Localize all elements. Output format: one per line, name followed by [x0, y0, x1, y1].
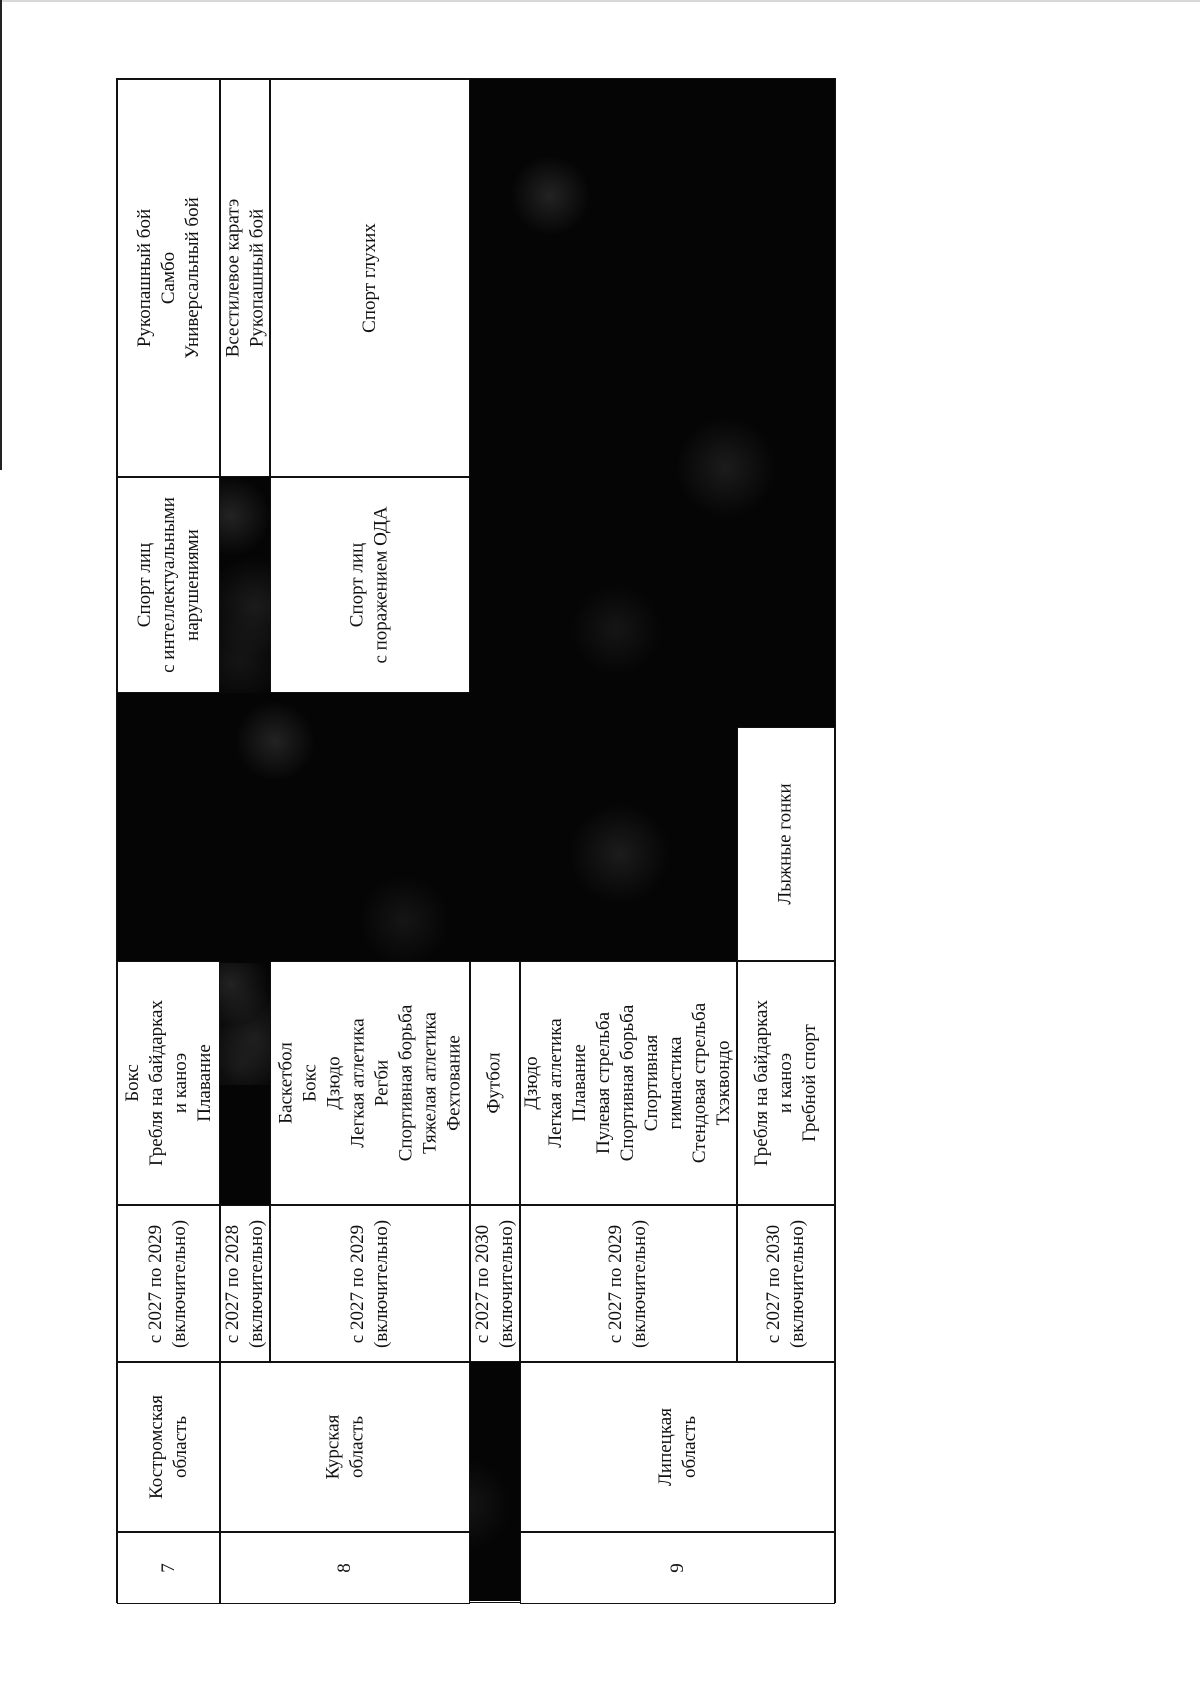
region-name: Липецкая: [654, 1408, 676, 1486]
row-number-cell: [520, 1532, 835, 1604]
sport-name: с интеллектуальными: [157, 497, 179, 673]
period-text: с 2027 по 2029: [605, 1224, 627, 1343]
redacted-block: [470, 79, 835, 727]
sport-name: и каноэ: [169, 1052, 191, 1114]
row-number-cell: [117, 1532, 220, 1604]
period-text: (включительно): [169, 1219, 191, 1348]
period-cell: [270, 1205, 470, 1362]
period-text: с 2027 по 2029: [347, 1224, 368, 1343]
row-number: 8: [334, 1563, 355, 1573]
region-cell: [220, 1362, 470, 1532]
period-cell: [470, 1205, 520, 1362]
region-name: область: [345, 1415, 367, 1479]
olympic-sports-cell: [520, 961, 737, 1205]
period-cell: [520, 1205, 737, 1362]
scan-edge: [0, 0, 2, 470]
region-name: Костромская: [145, 1395, 167, 1499]
period-text: с 2027 по 2030: [472, 1224, 493, 1343]
sport-name: с поражением ОДА: [371, 506, 392, 664]
sport-name: Плавание: [193, 1044, 215, 1122]
sport-name: Самбо: [157, 251, 179, 305]
row-number-cell: [220, 1532, 470, 1604]
sport-name: Стендовая стрельба: [689, 1002, 711, 1164]
period-text: (включительно): [496, 1219, 517, 1348]
sport-name: и каноэ: [775, 1052, 797, 1114]
period-cell: [220, 1205, 270, 1362]
sport-name: Дзюдо: [521, 1056, 543, 1110]
period-cell: [737, 1205, 835, 1362]
sport-name: Спорт глухих: [359, 223, 380, 333]
sport-name: Бокс: [299, 1064, 320, 1102]
period-text: с 2027 по 2030: [763, 1224, 784, 1343]
sport-name: Спортивная борьба: [395, 1004, 416, 1162]
period-text: (включительно): [371, 1219, 392, 1348]
period-text: (включительно): [629, 1219, 651, 1348]
sport-name: нарушениями: [181, 529, 203, 641]
sport-name: Гребля на байдарках: [145, 1000, 167, 1166]
paralympic-sports-cell: [270, 477, 470, 693]
sport-name: Спортивная борьба: [617, 1004, 639, 1162]
sport-name: Спорт лиц: [347, 542, 368, 628]
sport-name: гимнастика: [665, 1036, 687, 1130]
period-text: (включительно): [787, 1219, 808, 1348]
sport-name: Дзюдо: [323, 1056, 344, 1110]
redacted-block: [117, 693, 835, 961]
period-text: (включительно): [246, 1219, 267, 1348]
sports-table: [116, 78, 836, 1603]
sport-name: Легкая атлетика: [545, 1018, 567, 1148]
sport-name: Тхэквондо: [713, 1040, 735, 1126]
row-number: 9: [666, 1563, 688, 1573]
region-cell: [117, 1362, 220, 1532]
sport-name: Бокс: [121, 1064, 143, 1102]
period-text: с 2027 по 2028: [222, 1224, 243, 1343]
olympic-sports-cell: [737, 961, 835, 1205]
deaf-sports-cell: [270, 79, 470, 477]
region-cell: [520, 1362, 835, 1532]
sport-name: Лыжные гонки: [775, 783, 797, 905]
sport-name: Всестилевое каратэ: [222, 198, 244, 358]
sport-name: Гребля на байдарках: [751, 1000, 773, 1166]
redacted-block: [220, 477, 270, 693]
region-name: область: [169, 1415, 191, 1479]
olympic-sports-cell: [117, 961, 220, 1205]
nonolympic-sports-cell: [117, 79, 220, 477]
scan-edge: [0, 0, 1200, 2]
sport-name: Баскетбол: [275, 1042, 296, 1124]
region-name: область: [678, 1415, 700, 1479]
sport-name: Гребной спорт: [799, 1024, 821, 1142]
sport-name: Рукопашный бой: [133, 208, 155, 348]
region-name: Курская: [321, 1414, 343, 1480]
sport-name: Плавание: [569, 1044, 591, 1122]
sport-name: Рукопашный бой: [246, 208, 268, 348]
period-text: с 2027 по 2029: [145, 1224, 167, 1343]
sport-name: Футбол: [484, 1052, 505, 1114]
winter-sports-cell: [737, 727, 835, 961]
sport-name: Универсальный бой: [181, 197, 203, 359]
olympic-sports-cell: [470, 961, 520, 1205]
nonolympic-sports-cell: [220, 79, 270, 477]
sport-name: Фехтование: [443, 1035, 464, 1131]
sport-name: Регби: [371, 1059, 392, 1107]
olympic-sports-cell: [270, 961, 470, 1205]
sport-name: Спортивная: [641, 1034, 663, 1132]
row-number: 7: [157, 1563, 179, 1573]
redacted-block: [220, 963, 270, 1085]
sport-name: Спорт лиц: [133, 542, 155, 628]
sport-name: Пулевая стрельба: [593, 1011, 615, 1155]
sport-name: Легкая атлетика: [347, 1018, 368, 1148]
sport-name: Тяжелая атлетика: [419, 1012, 440, 1154]
paralympic-sports-cell: [117, 477, 220, 693]
period-cell: [117, 1205, 220, 1362]
